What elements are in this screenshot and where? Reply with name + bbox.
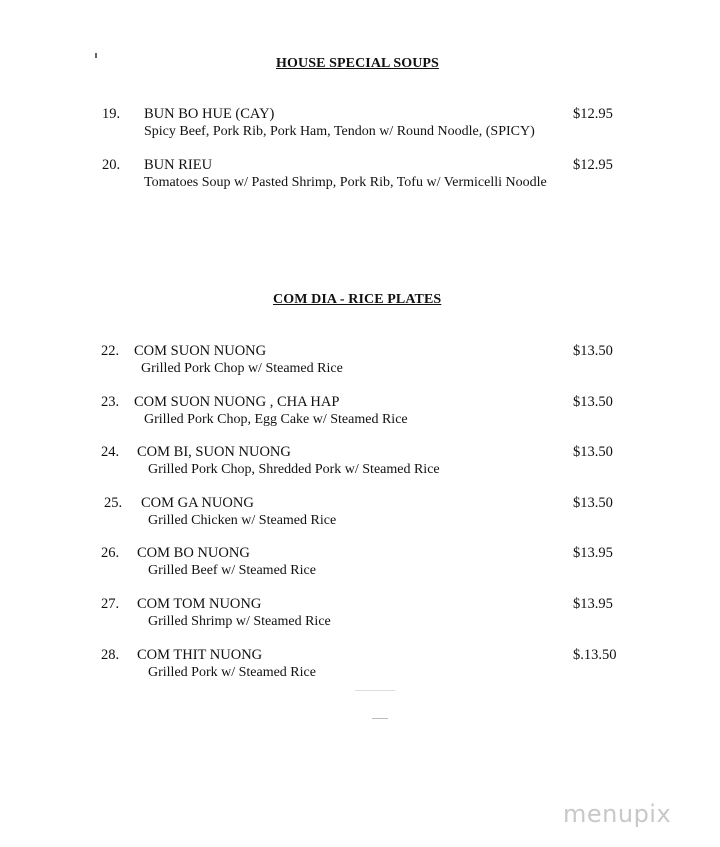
item-number: 27. bbox=[101, 596, 120, 612]
item-price: $13.50 bbox=[573, 495, 613, 511]
menu-item bbox=[0, 545, 720, 581]
item-name: COM BO NUONG bbox=[137, 545, 250, 561]
menu-item bbox=[0, 495, 720, 531]
item-description: Grilled Pork Chop, Egg Cake w/ Steamed Rice bbox=[144, 412, 408, 427]
item-price: $13.95 bbox=[573, 596, 613, 612]
item-name: BUN BO HUE (CAY) bbox=[144, 106, 275, 122]
item-number: 22. bbox=[101, 343, 120, 359]
item-number: 25. bbox=[104, 495, 123, 511]
item-number: 23. bbox=[101, 394, 120, 410]
item-name: COM GA NUONG bbox=[141, 495, 254, 511]
item-price: $13.50 bbox=[573, 444, 613, 460]
menu-item bbox=[0, 596, 720, 632]
item-description: Grilled Pork Chop, Shredded Pork w/ Steamed Rice bbox=[148, 462, 440, 477]
item-price: $12.95 bbox=[573, 106, 613, 122]
item-number: 19. bbox=[102, 106, 121, 122]
item-name: BUN RIEU bbox=[144, 157, 213, 173]
menupix-watermark: menupix bbox=[563, 800, 672, 828]
item-price: $13.50 bbox=[573, 343, 613, 359]
item-price: $.13.50 bbox=[573, 647, 617, 663]
item-description: Grilled Chicken w/ Steamed Rice bbox=[148, 513, 337, 528]
scan-smudge bbox=[372, 718, 388, 719]
scan-speck bbox=[95, 53, 97, 58]
menu-item bbox=[0, 647, 720, 683]
item-name: COM TOM NUONG bbox=[137, 596, 262, 612]
menu-item bbox=[0, 343, 720, 379]
item-description: Grilled Pork w/ Steamed Rice bbox=[148, 665, 316, 680]
menu-item bbox=[0, 106, 720, 142]
scan-smudge bbox=[355, 690, 395, 691]
section-title-rice-plates: COM DIA - RICE PLATES bbox=[273, 292, 442, 307]
item-description: Spicy Beef, Pork Rib, Pork Ham, Tendon w/ Round Noodle, (SPICY) bbox=[144, 124, 535, 139]
menu-item bbox=[0, 394, 720, 430]
item-description: Tomatoes Soup w/ Pasted Shrimp, Pork Rib, Tofu w/ Vermicelli Noodle bbox=[144, 175, 547, 190]
item-name: COM SUON NUONG , CHA HAP bbox=[134, 394, 340, 410]
menu-item bbox=[0, 157, 720, 193]
item-price: $13.95 bbox=[573, 545, 613, 561]
section-title-soups: HOUSE SPECIAL SOUPS bbox=[276, 56, 439, 71]
item-description: Grilled Beef w/ Steamed Rice bbox=[148, 563, 316, 578]
item-number: 28. bbox=[101, 647, 120, 663]
item-description: Grilled Shrimp w/ Steamed Rice bbox=[148, 614, 331, 629]
item-price: $13.50 bbox=[573, 394, 613, 410]
item-number: 24. bbox=[101, 444, 120, 460]
item-number: 26. bbox=[101, 545, 120, 561]
menu-item bbox=[0, 444, 720, 480]
item-number: 20. bbox=[102, 157, 121, 173]
item-price: $12.95 bbox=[573, 157, 613, 173]
item-name: COM BI, SUON NUONG bbox=[137, 444, 291, 460]
item-description: Grilled Pork Chop w/ Steamed Rice bbox=[141, 361, 343, 376]
item-name: COM THIT NUONG bbox=[137, 647, 263, 663]
item-name: COM SUON NUONG bbox=[134, 343, 267, 359]
